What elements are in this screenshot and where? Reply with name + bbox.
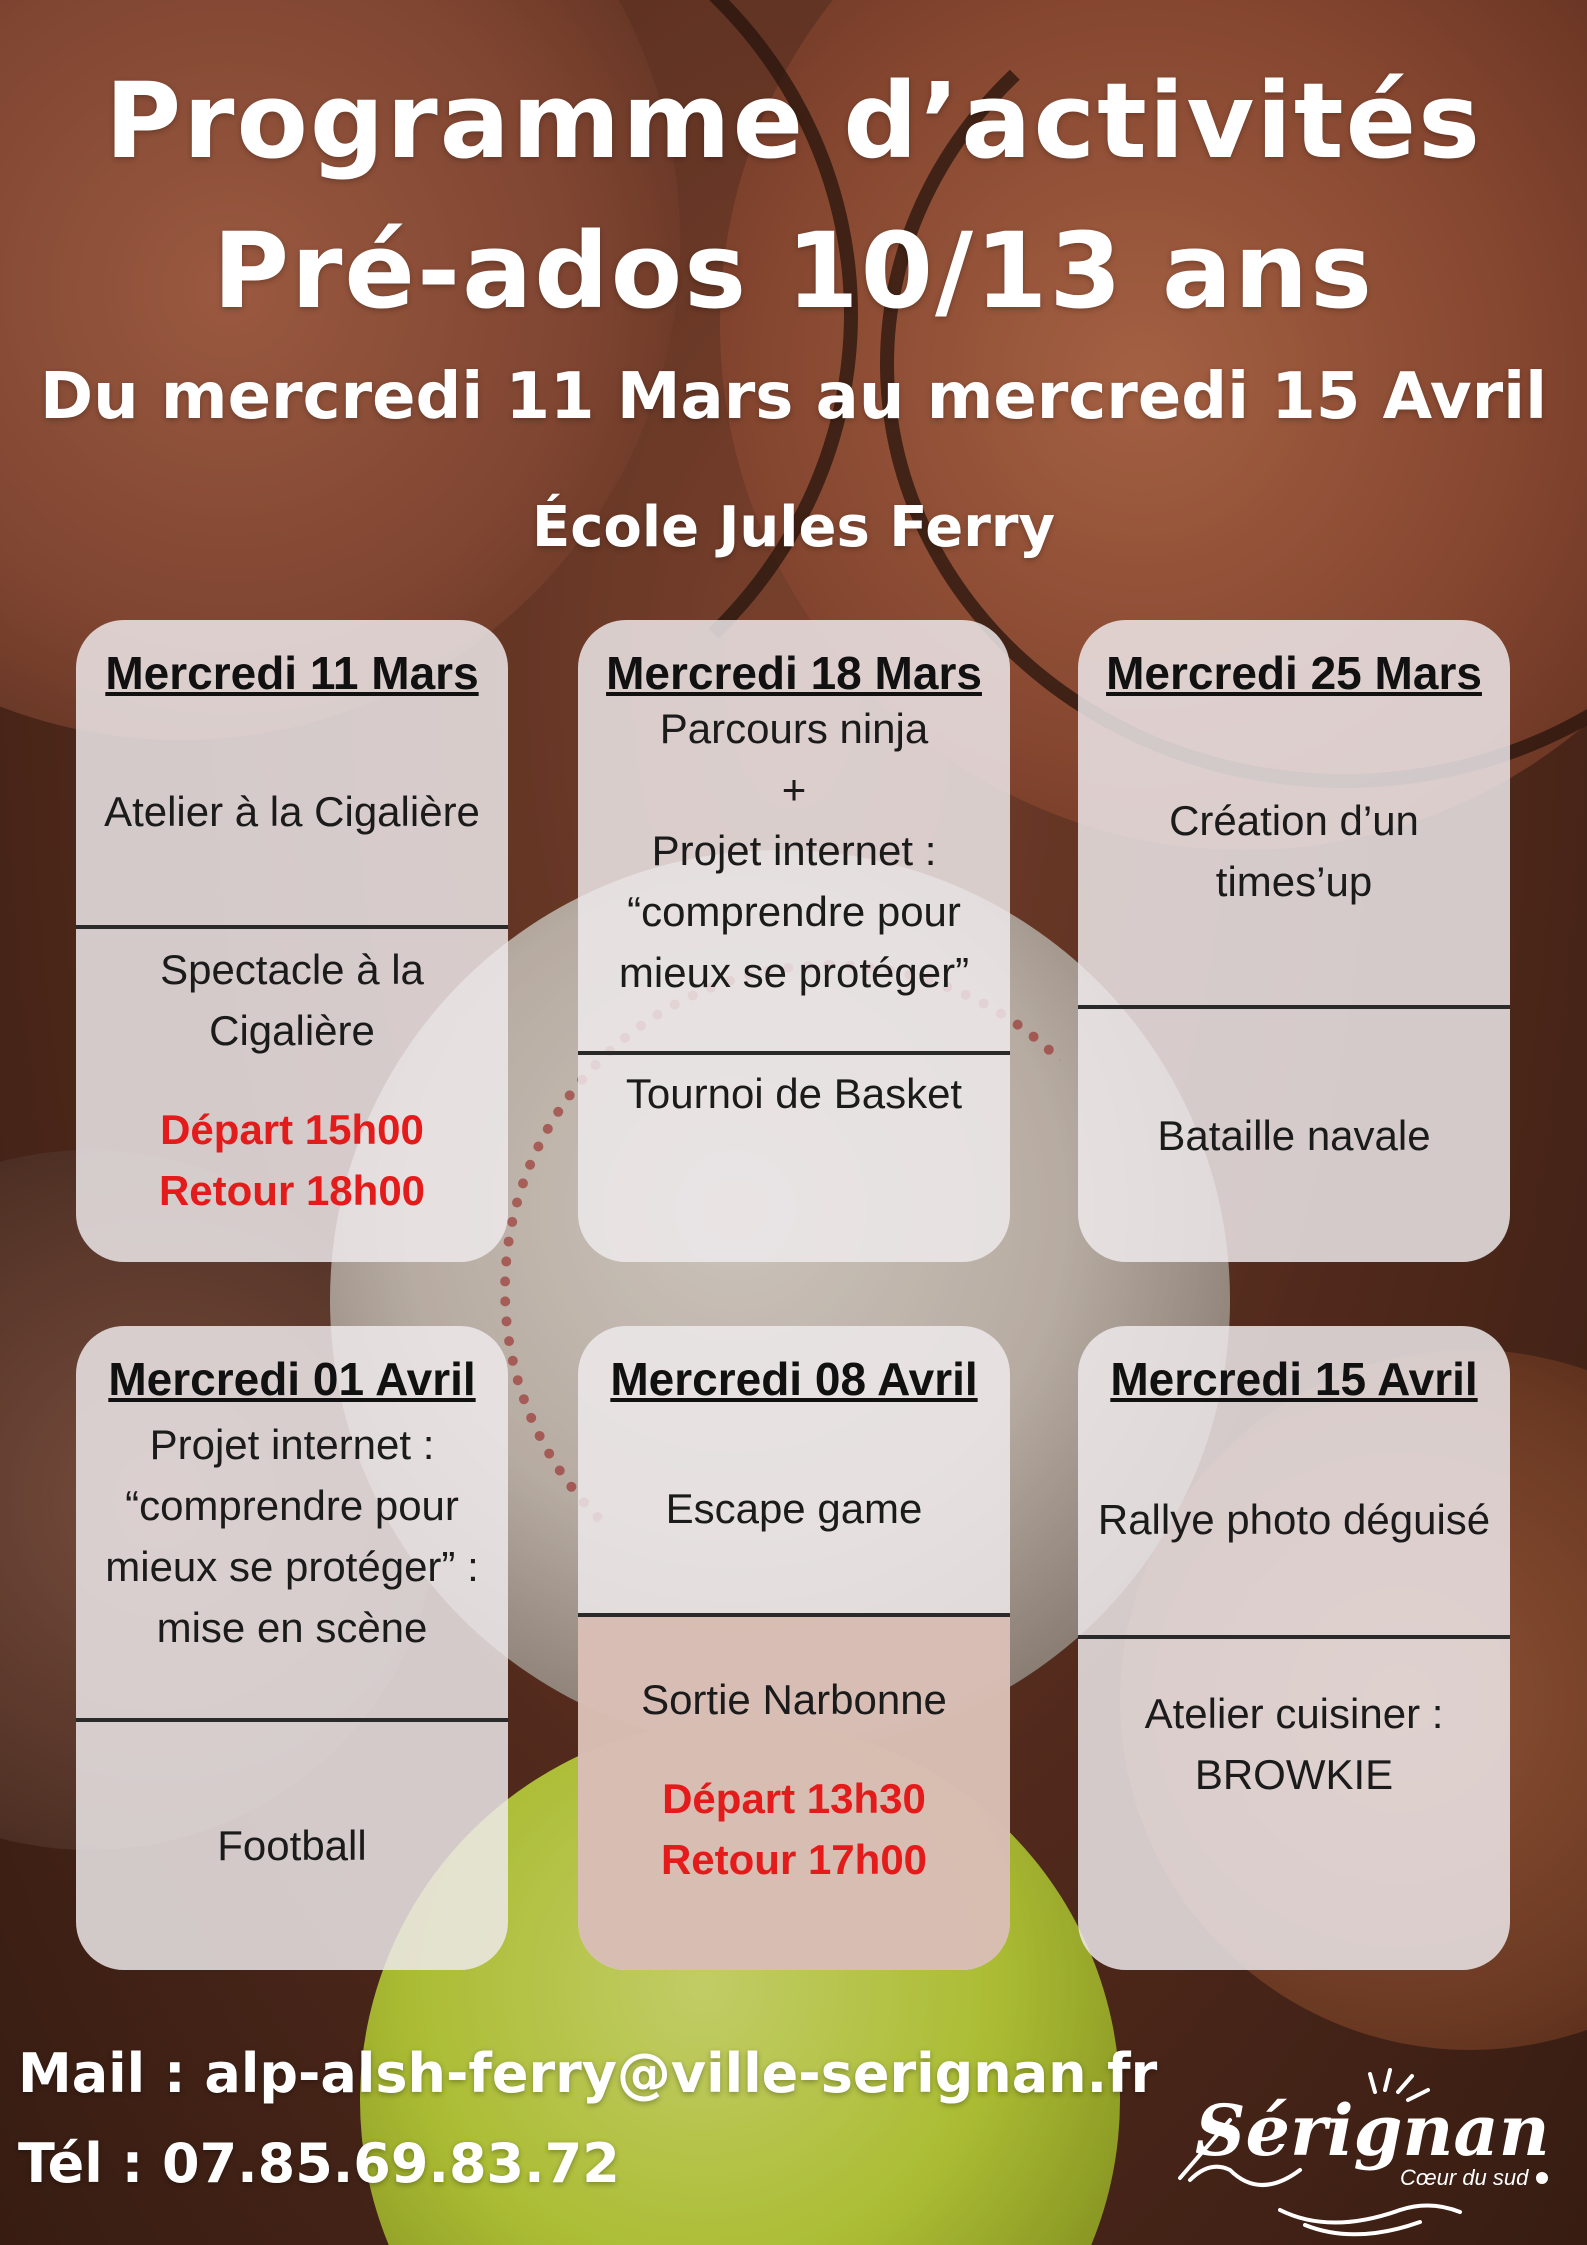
card-date: Mercredi 08 Avril xyxy=(610,1353,978,1405)
activity-line: Atelier à la Cigalière xyxy=(104,788,480,836)
activity-section xyxy=(76,925,508,1262)
activity-line: BROWKIE xyxy=(1194,1751,1394,1799)
page-subtitle: Pré-ados 10/13 ans xyxy=(212,210,1375,332)
activity-card xyxy=(76,1326,508,1970)
date-range: Du mercredi 11 Mars au mercredi 15 Avril xyxy=(39,360,1548,434)
activity-section xyxy=(1078,1635,1510,1970)
page-title: Programme d’activités xyxy=(104,60,1483,182)
activity-section xyxy=(76,1718,508,1970)
flower-icon xyxy=(1536,2172,1548,2184)
return-time: Retour 18h00 xyxy=(158,1167,426,1215)
card-date: Mercredi 15 Avril xyxy=(1110,1353,1478,1405)
card-date: Mercredi 25 Mars xyxy=(1106,647,1482,699)
serignan-logo xyxy=(1170,2060,1570,2240)
logo-tagline: Cœur du sud xyxy=(1400,2165,1529,2190)
activity-line: Bataille navale xyxy=(1157,1111,1431,1159)
sun-icon xyxy=(1170,2060,1570,2240)
activity-card xyxy=(76,620,508,1262)
activity-section-outing xyxy=(578,1613,1010,1970)
contact-phone[interactable]: Tél : 07.85.69.83.72 xyxy=(18,2132,620,2195)
activity-section xyxy=(578,698,1010,1051)
activity-card xyxy=(1078,620,1510,1262)
activity-section xyxy=(76,698,508,925)
activity-section xyxy=(76,1404,508,1718)
card-date: Mercredi 01 Avril xyxy=(108,1353,476,1405)
activity-section xyxy=(1078,1404,1510,1635)
activity-line: Projet internet : xyxy=(149,1421,435,1468)
activity-line: Atelier cuisiner : xyxy=(1144,1690,1444,1738)
activity-card xyxy=(578,1326,1010,1970)
activity-line: Rallye photo déguisé xyxy=(1097,1496,1491,1544)
return-time: Retour 17h00 xyxy=(660,1835,928,1883)
activity-line: Football xyxy=(217,1822,367,1870)
activity-line: Parcours ninja xyxy=(659,705,929,752)
activity-card xyxy=(578,620,1010,1262)
activity-line: Sortie Narbonne xyxy=(641,1675,947,1723)
activity-line: Cigalière xyxy=(209,1007,375,1055)
activity-line: mieux se protéger” : xyxy=(105,1543,479,1590)
activity-line: Création d’un xyxy=(1169,797,1419,845)
activity-line: Projet internet : xyxy=(651,827,937,874)
activity-line: Spectacle à la xyxy=(160,946,424,994)
activity-line: times’up xyxy=(1215,858,1373,906)
logo-wordmark: Sérignan xyxy=(1195,2089,1550,2172)
activity-section xyxy=(578,1051,1010,1262)
contact-mail[interactable]: Mail : alp-alsh-ferry@ville-serignan.fr xyxy=(18,2042,1158,2105)
activity-card xyxy=(1078,1326,1510,1970)
card-date: Mercredi 18 Mars xyxy=(606,647,982,699)
activity-section xyxy=(578,1404,1010,1613)
activity-section xyxy=(1078,1005,1510,1262)
activity-line: + xyxy=(781,766,807,813)
location: École Jules Ferry xyxy=(531,495,1055,560)
activity-line: “comprendre pour xyxy=(125,1482,459,1529)
activity-line: mieux se protéger” xyxy=(618,949,970,996)
activity-line: mise en scène xyxy=(156,1604,428,1651)
card-date: Mercredi 11 Mars xyxy=(105,647,479,699)
activity-line: Tournoi de Basket xyxy=(625,1070,963,1118)
activity-line: “comprendre pour xyxy=(627,888,961,935)
departure-time: Départ 13h30 xyxy=(662,1774,926,1822)
departure-time: Départ 15h00 xyxy=(160,1106,424,1154)
activity-line: Escape game xyxy=(665,1484,923,1532)
activity-section xyxy=(1078,698,1510,1005)
